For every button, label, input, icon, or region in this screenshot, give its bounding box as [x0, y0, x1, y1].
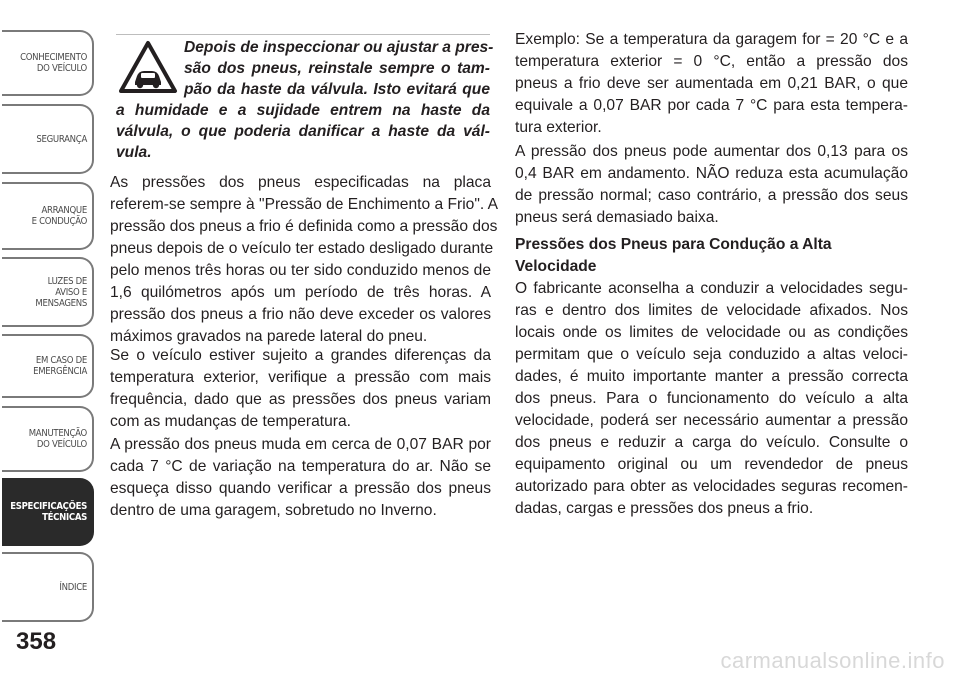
text-line: permitam que o veículo seja conduzido a altas veloci- [515, 346, 908, 363]
text-line: esqueça disso quando verificar a pressão dos pneus [110, 480, 491, 497]
text-line: dentro de uma garagem, sobretudo no Inverno. [110, 502, 437, 519]
text-line: dos pneus. Para o funcionamento do veículo a alta [515, 390, 908, 407]
tab-label: MANUTENÇÃO DO VEÍCULO [28, 428, 87, 450]
text-line: tura exterior. [515, 119, 602, 136]
warning-line: Depois de inspeccionar ou ajustar a pres- [184, 39, 494, 56]
warning-line: vula. [116, 144, 152, 161]
text-line: Exemplo: Se a temperatura da garagem for = 20 °C e a [515, 31, 908, 48]
text-line: pressão dos pneus a frio não deve exceder os valores [110, 306, 491, 323]
text-line: Se o veículo estiver sujeito a grandes diferenças da [110, 347, 491, 364]
tab-label: EM CASO DE EMERGÊNCIA [33, 355, 87, 377]
text-line: equipamento original ou um revendedor de pneus [515, 456, 908, 473]
text-line: dades, é muito importante manter a pressão correcta [515, 368, 908, 385]
text-line: temperatura exterior = 0 °C, então a pressão dos [515, 53, 908, 70]
tab-label: CONHECIMENTO DO VEÍCULO [20, 52, 87, 74]
warning-line: a humidade e a sujidade entrem na haste da [116, 102, 490, 119]
paragraph-example [515, 29, 908, 139]
text-line: frequência, dado que as pressões dos pneus variam [110, 391, 491, 408]
tab-especificacoes-tecnicas[interactable] [2, 478, 94, 546]
tab-arranque-e-conducao[interactable] [2, 182, 94, 250]
text-line: máximos gravados na parede lateral do pneu. [110, 328, 428, 345]
text-line: pressão dos pneus a frio é definida como a pressão dos [110, 218, 498, 235]
tab-label: ARRANQUE E CONDUÇÃO [31, 205, 87, 227]
text-line: locais onde os limites de velocidade ou as condições [515, 324, 908, 341]
chapter-tabs [0, 0, 98, 678]
tab-manutencao-do-veiculo[interactable] [2, 406, 94, 472]
tab-label: ÍNDICE [59, 581, 87, 593]
tab-label: SEGURANÇA [36, 133, 87, 145]
paragraph-pressure-change [110, 434, 491, 522]
text-line: ras e dentro dos limites de velocidade afixados. Nos [515, 302, 908, 319]
text-line: pneus a frio deve ser aumentada em 0,21 BAR, o que [515, 75, 908, 92]
text-line: 0,4 BAR em andamento. NÃO reduza esta acumulação [515, 165, 908, 182]
paragraph-pressure-increase [515, 141, 908, 229]
warning-line: são dos pneus, reinstale sempre o tam- [184, 60, 490, 77]
car-warning-icon [118, 40, 178, 94]
warning-divider [116, 34, 490, 35]
tab-luzes-de-aviso[interactable] [2, 257, 94, 327]
text-line: As pressões dos pneus especificadas na placa [110, 174, 491, 191]
warning-line: válvula, o que poderia danificar a haste da vál- [116, 123, 490, 140]
text-line: com as mudanças de temperatura. [110, 413, 351, 430]
paragraph-temperature-differences [110, 345, 491, 433]
heading-line: Pressões dos Pneus para Condução a Alta [515, 236, 832, 253]
warning-line: pão da haste da válvula. Isto evitará que [184, 81, 490, 98]
text-line: velocidade, poderá ser necessário aumentar a pressão [515, 412, 908, 429]
tab-indice[interactable] [2, 552, 94, 622]
text-line: pneus depois de o veículo ter estado desligado durante [110, 240, 494, 257]
tab-label: ESPECIFICAÇÕES TÉCNICAS [10, 501, 87, 523]
text-line: dadas, cargas e pressões dos pneus a frio. [515, 500, 814, 517]
page-number: 358 [16, 628, 57, 655]
watermark: carmanualsonline.info [720, 648, 945, 673]
text-line: pneus será demasiado baixa. [515, 209, 719, 226]
text-line: A pressão dos pneus pode aumentar dos 0,13 para os [515, 143, 908, 160]
tab-em-caso-de-emergencia[interactable] [2, 334, 94, 398]
text-line: O fabricante aconselha a conduzir a velocidades segu- [515, 280, 908, 297]
text-line: pelo menos três horas ou ter sido conduzido menos de [110, 262, 491, 279]
paragraph-high-speed [515, 278, 908, 520]
tab-seguranca[interactable] [2, 104, 94, 174]
tab-label: LUZES DE AVISO E MENSAGENS [35, 275, 87, 309]
text-line: 1,6 quilómetros após um período de três horas. A [110, 284, 491, 301]
text-line: autorizado para obter as velocidades seguras recomen- [515, 478, 908, 495]
text-line: cada 7 °C de variação na temperatura do ar. Não se [110, 458, 491, 475]
section-heading [515, 234, 908, 278]
text-line: dos pneus e reduzir a carga do veículo. Consulte o [515, 434, 908, 451]
text-line: referem-se sempre à "Pressão de Enchimento a Frio". A [110, 196, 499, 213]
paragraph-cold-inflation [110, 172, 499, 348]
text-line: A pressão dos pneus muda em cerca de 0,07 BAR por [110, 436, 491, 453]
text-line: de pressão normal; caso contrário, a pressão dos seus [515, 187, 908, 204]
tab-conhecimento-do-veiculo[interactable] [2, 30, 94, 96]
text-line: equivale a 0,07 BAR por cada 7 °C para esta tempera- [515, 97, 908, 114]
text-line: temperatura exterior, verifique a pressão com mais [110, 369, 491, 386]
heading-line: Velocidade [515, 258, 597, 275]
